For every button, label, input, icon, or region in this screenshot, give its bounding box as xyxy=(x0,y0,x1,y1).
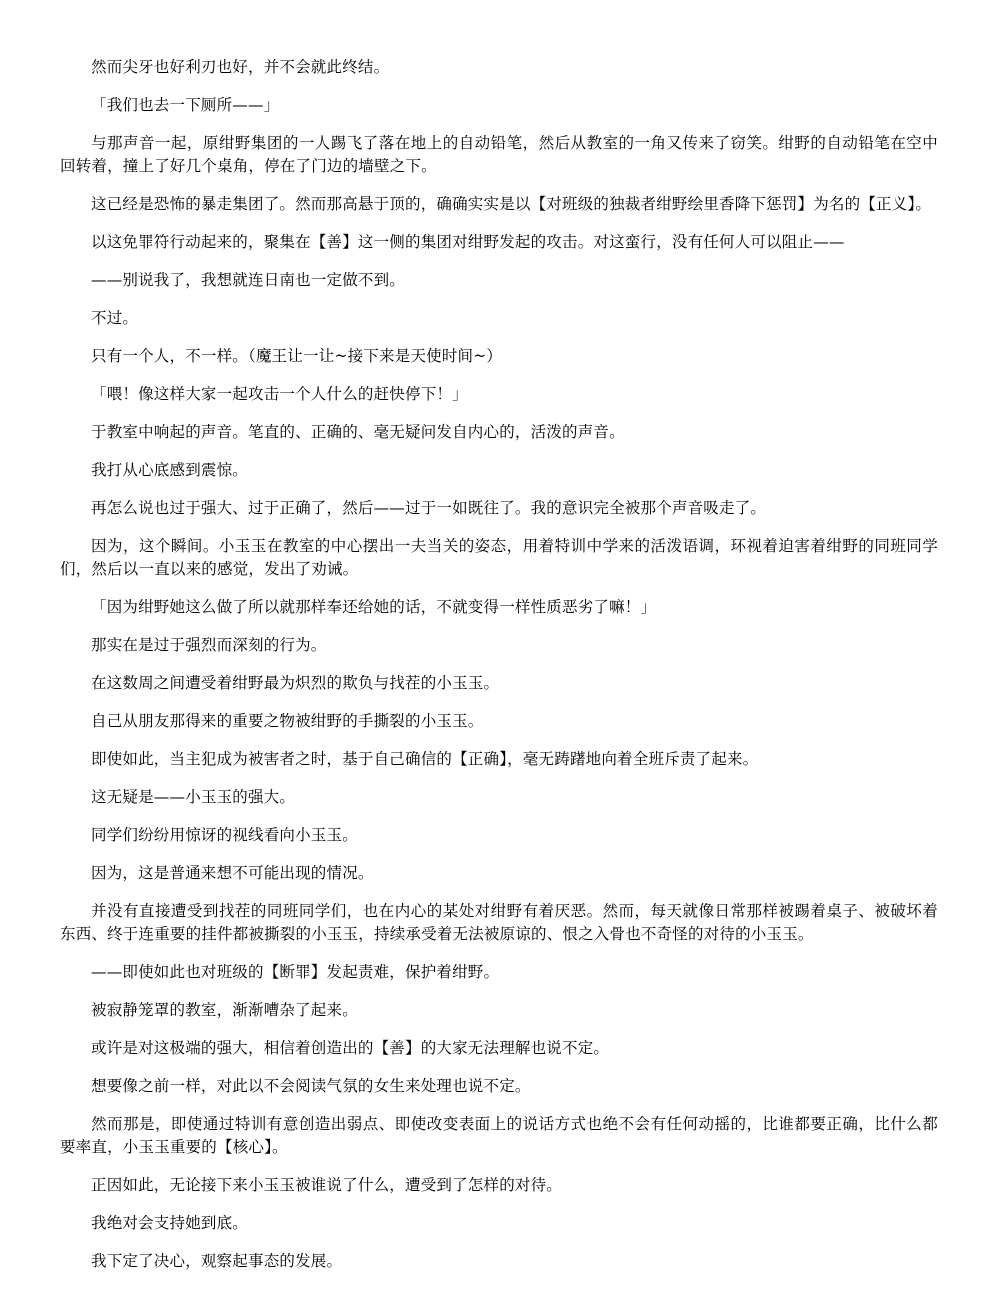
paragraph: 或许是对这极端的强大，相信着创造出的【善】的大家无法理解也说不定。 xyxy=(91,1039,610,1057)
paragraph: 被寂静笼罩的教室，渐渐嘈杂了起来。 xyxy=(91,1001,358,1019)
paragraph: ——别说我了，我想就连日南也一定做不到。 xyxy=(91,271,406,289)
paragraph: 正因如此，无论接下来小玉玉被谁说了什么，遭受到了怎样的对待。 xyxy=(91,1176,563,1194)
paragraph: 这已经是恐怖的暴走集团了。然而那高悬于顶的，确确实实是以【对班级的独裁者绀野绘里香降下惩罚】为名的【正义】。 xyxy=(91,195,932,213)
paragraph: 我下定了决心，观察起事态的发展。 xyxy=(91,1252,343,1270)
paragraph: 这无疑是——小玉玉的强大。 xyxy=(91,788,296,806)
paragraph: 「我们也去一下厕所——」 xyxy=(91,96,280,114)
paragraph: 想要像之前一样，对此以不会阅读气氛的女生来处理也说不定。 xyxy=(91,1077,531,1095)
paragraph: 然而尖牙也好利刃也好，并不会就此终结。 xyxy=(91,58,390,76)
paragraph: 「喂！像这样大家一起攻击一个人什么的赶快停下！」 xyxy=(91,385,468,403)
paragraph: 「因为绀野她这么做了所以就那样奉还给她的话，不就变得一样性质恶劣了嘛！」 xyxy=(91,598,657,616)
paragraph: ——即使如此也对班级的【断罪】发起责难，保护着绀野。 xyxy=(91,963,500,981)
paragraph: 再怎么说也过于强大、过于正确了，然后——过于一如既往了。我的意识完全被那个声音吸走了。 xyxy=(91,499,767,517)
paragraph: 我打从心底感到震惊。 xyxy=(91,461,249,479)
paragraph: 自己从朋友那得来的重要之物被绀野的手撕裂的小玉玉。 xyxy=(91,712,484,730)
paragraph: 因为，这个瞬间。小玉玉在教室的中心摆出一夫当关的姿态，用着特训中学来的活泼语调，环视着迫害着绀野的同班同学们，然后以一直以来的感觉，发出了劝诫。 xyxy=(60,537,938,578)
paragraph: 我绝对会支持她到底。 xyxy=(91,1214,249,1232)
paragraph: 那实在是过于强烈而深刻的行为。 xyxy=(91,636,327,654)
paragraph: 即使如此，当主犯成为被害者之时，基于自己确信的【正确】，毫无踌躇地向着全班斥责了起来。 xyxy=(91,750,759,768)
paragraph: 与那声音一起，原绀野集团的一人踢飞了落在地上的自动铅笔，然后从教室的一角又传来了窃笑。绀野的自动铅笔在空中回转着，撞上了好几个桌角，停在了门边的墙壁之下。 xyxy=(60,134,938,175)
paragraph: 只有一个人，不一样。（魔王让一让~接下来是天使时间~） xyxy=(91,347,503,365)
paragraph: 在这数周之间遭受着绀野最为炽烈的欺负与找茬的小玉玉。 xyxy=(91,674,500,692)
paragraph: 同学们纷纷用惊讶的视线看向小玉玉。 xyxy=(91,826,358,844)
paragraph: 以这免罪符行动起来的，聚集在【善】这一侧的集团对绀野发起的攻击。对这蛮行，没有任何人可以阻止—— xyxy=(91,233,845,251)
paragraph: 并没有直接遭受到找茬的同班同学们，也在内心的某处对绀野有着厌恶。然而，每天就像日常那样被踢着桌子、被破坏着东西、终于连重要的挂件都被撕裂的小玉玉，持续承受着无法被原谅的、恨之入骨也不奇怪的对待的小玉玉。 xyxy=(60,902,938,943)
paragraph: 因为，这是普通来想不可能出现的情况。 xyxy=(91,864,374,882)
paragraph: 于教室中响起的声音。笔直的、正确的、毫无疑问发自内心的，活泼的声音。 xyxy=(91,423,625,441)
paragraph: 不过。 xyxy=(91,309,139,327)
paragraph: 然而那是，即使通过特训有意创造出弱点、即使改变表面上的说话方式也绝不会有任何动摇的，比谁都要正确，比什么都要率直，小玉玉重要的【核心】。 xyxy=(60,1115,938,1156)
